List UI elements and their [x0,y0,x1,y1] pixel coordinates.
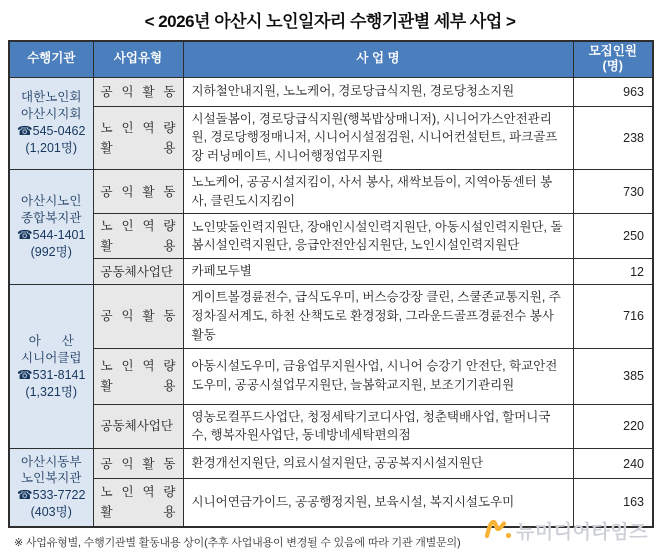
type-cell: 공동체사업단 [93,404,183,449]
program-cell: 시설돌봄이, 경로당급식지원(행복밥상매니저), 시니어가스안전관리원, 경로당행정매니저, 시니어시설점검원, 시니어컨설턴트, 파크골프장 러닝메이트, 시니어행정업무지원 [183,106,573,169]
table-row [9,106,653,169]
type-cell: 공 익 활 동 [93,169,183,214]
count-cell: 240 [573,449,653,479]
table-row [9,348,653,404]
table-row [9,449,653,479]
type-cell: 노 인 역 량 활 용 [93,479,183,527]
count-cell: 238 [573,106,653,169]
table-row [9,214,653,259]
header-type: 사업유형 [93,41,183,77]
program-table [8,40,654,528]
page-title: < 2026년 아산시 노인일자리 수행기관별 세부 사업 > [144,12,516,31]
count-cell: 163 [573,479,653,527]
count-cell: 385 [573,348,653,404]
table-row [9,77,653,106]
org-cell-jonghap: 아산시노인 종합복지관 ☎544-1401 (992명) [9,169,93,285]
table-row [9,259,653,285]
newmedia-times-logo-icon [484,516,512,545]
header-count: 모집인원 (명) [573,41,653,77]
program-cell: 노인맞돌인력지원단, 장애인시설인력지원단, 아동시설인력지원단, 돌봄시설인력지원단, 응급안전안심지원단, 노인시설인력지원단 [183,214,573,259]
type-cell: 공 익 활 동 [93,77,183,106]
program-cell: 영농로컬푸드사업단, 청정세탁기코디사업, 청춘택배사업, 할머니국수, 행복자원사업단, 동네방네세탁편의점 [183,404,573,449]
table-header-row [9,41,653,77]
program-cell: 지하철안내지원, 노노케어, 경로당급식지원, 경로당청소지원 [183,77,573,106]
org-cell-seniorclub: 아 산 시니어클럽 ☎531-8141 (1,321명) [9,285,93,449]
header-org: 수행기관 [9,41,93,77]
program-cell: 시니어연금가이드, 공공행정지원, 보육시설, 복지시설도우미 [183,479,573,527]
publisher-logo-text: 뉴미디어타임즈 [516,522,648,543]
program-cell: 아동시설도우미, 금융업무지원사업, 시니어 승강기 안전단, 학교안전도우미, 공공시설업무지원단, 늘봄학교지원, 보조기기관리원 [183,348,573,404]
header-program: 사 업 명 [183,41,573,77]
table-row [9,285,653,348]
table-row [9,169,653,214]
program-cell: 카페모두별 [183,259,573,285]
type-cell: 노 인 역 량 활 용 [93,214,183,259]
org-cell-dongbu: 아산시동부 노인복지관 ☎533-7722 (403명) [9,449,93,527]
count-cell: 12 [573,259,653,285]
org-cell-daehan: 대한노인회 아산시지회 ☎545-0462 (1,201명) [9,77,93,169]
program-cell: 게이트볼경륜전수, 급식도우미, 버스승강장 클린, 스쿨존교통지원, 주정차질서계도, 하천 산책도로 환경정화, 그라운드골프경륜전수 봉사활동 [183,285,573,348]
type-cell: 공 익 활 동 [93,285,183,348]
program-cell: 환경개선지원단, 의료시설지원단, 공공복지시설지원단 [183,449,573,479]
type-cell: 공 익 활 동 [93,449,183,479]
count-cell: 730 [573,169,653,214]
count-cell: 716 [573,285,653,348]
type-cell: 노 인 역 량 활 용 [93,106,183,169]
publisher-logo [484,516,648,545]
count-cell: 963 [573,77,653,106]
type-cell: 노 인 역 량 활 용 [93,348,183,404]
table-row [9,404,653,449]
type-cell: 공동체사업단 [93,259,183,285]
count-cell: 220 [573,404,653,449]
footnote: ※ 사업유형별, 수행기관별 활동내용 상이(추후 사업내용이 변경될 수 있음에 따라 기관 개별문의) [14,536,461,549]
count-cell: 250 [573,214,653,259]
program-cell: 노노케어, 공공시설지킴이, 사서 봉사, 새싹보듬이, 지역아동센터 봉사, 클린도시지킴이 [183,169,573,214]
